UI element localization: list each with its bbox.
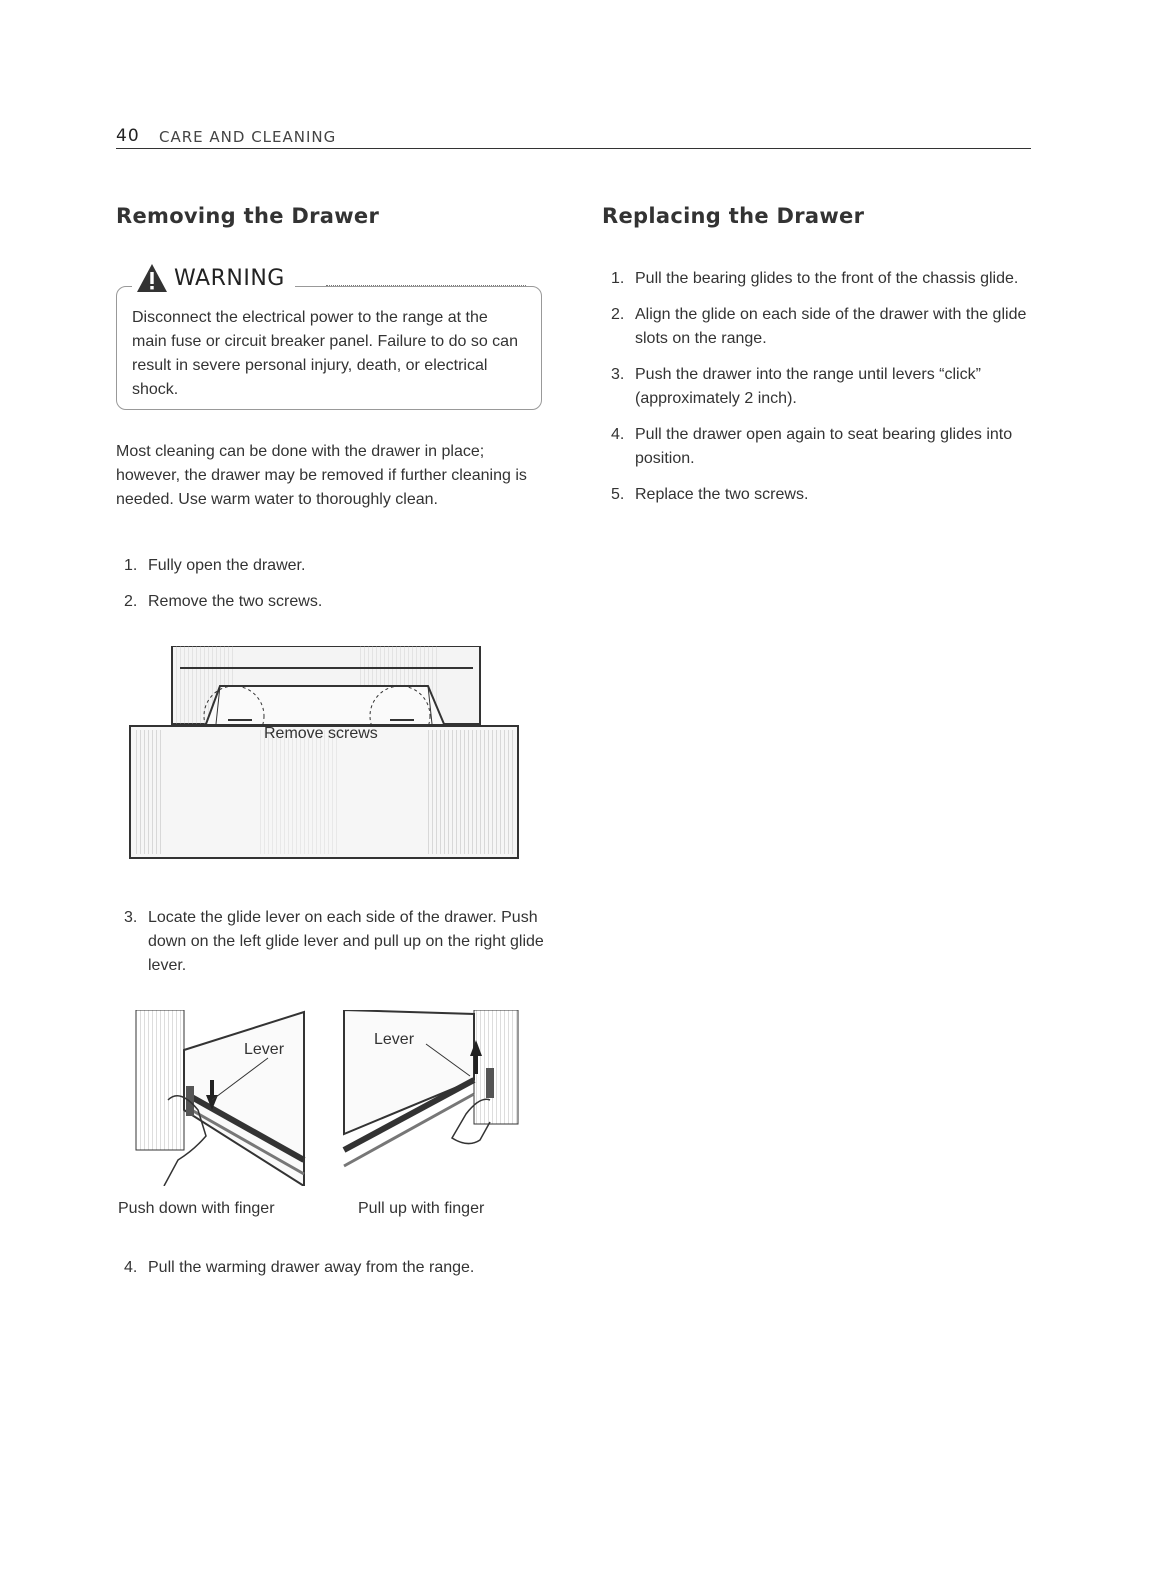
step-text: Push the drawer into the range until levers “click” (approximately 2 inch). (635, 366, 981, 407)
warning-label: WARNING (174, 265, 285, 291)
replacing-steps-list (611, 267, 1031, 519)
warning-triangle-icon (136, 263, 168, 293)
step-number: 4. (124, 1259, 138, 1276)
warning-header (132, 258, 295, 298)
step-number: 1. (124, 557, 138, 574)
step-text: Fully open the drawer. (148, 557, 306, 574)
list-item (124, 1256, 544, 1280)
drawer-screws-figure (128, 646, 520, 860)
step-text: Pull the drawer open again to seat bearing glides into position. (635, 426, 1013, 467)
pull-up-caption: Pull up with finger (358, 1200, 485, 1217)
list-item (611, 423, 1031, 471)
list-item (124, 554, 544, 578)
list-item (611, 303, 1031, 351)
step-text: Align the glide on each side of the drawer with the glide slots on the range. (635, 306, 1027, 347)
step-number: 1. (611, 270, 625, 287)
list-item (124, 590, 544, 614)
header-divider (116, 148, 1031, 149)
step-number: 3. (611, 366, 625, 383)
warning-box (116, 286, 542, 410)
warning-text: Disconnect the electrical power to the range at the main fuse or circuit breaker panel. Failure to do so can result in severe personal injury, death, or electrical shock. (132, 309, 518, 398)
step-number: 4. (611, 426, 625, 443)
step-number: 3. (124, 909, 138, 926)
list-item (611, 483, 1031, 507)
step-text: Pull the warming drawer away from the range. (148, 1259, 475, 1276)
step-number: 2. (611, 306, 625, 323)
list-item (124, 906, 544, 978)
step-text: Replace the two screws. (635, 486, 809, 503)
replacing-title: Replacing the Drawer (602, 204, 865, 228)
section-title: CARE AND CLEANING (159, 128, 337, 146)
step-text: Locate the glide lever on each side of the drawer. Push down on the left glide lever and pull up on the right glide lever. (148, 909, 544, 974)
remove-screws-label: Remove screws (264, 725, 378, 742)
lever-label-right: Lever (374, 1031, 415, 1048)
step-number: 2. (124, 593, 138, 610)
step-number: 5. (611, 486, 625, 503)
push-down-lever-figure (128, 1010, 308, 1186)
removing-title: Removing the Drawer (116, 204, 380, 228)
step-text: Remove the two screws. (148, 593, 323, 610)
lever-label-left: Lever (244, 1041, 285, 1058)
list-item (611, 267, 1031, 291)
step-text: Pull the bearing glides to the front of the chassis glide. (635, 270, 1019, 287)
steps-list-a (124, 554, 544, 626)
steps-list-c (124, 1256, 544, 1292)
pull-up-lever-figure (340, 1010, 520, 1186)
page-number: 40 (116, 126, 140, 146)
intro-paragraph: Most cleaning can be done with the drawer in place; however, the drawer may be removed if further cleaning is needed. Use warm water to thoroughly clean. (116, 443, 527, 508)
warning-rule (326, 285, 526, 286)
push-down-caption: Push down with finger (118, 1200, 275, 1217)
list-item (611, 363, 1031, 411)
steps-list-b (124, 906, 544, 990)
